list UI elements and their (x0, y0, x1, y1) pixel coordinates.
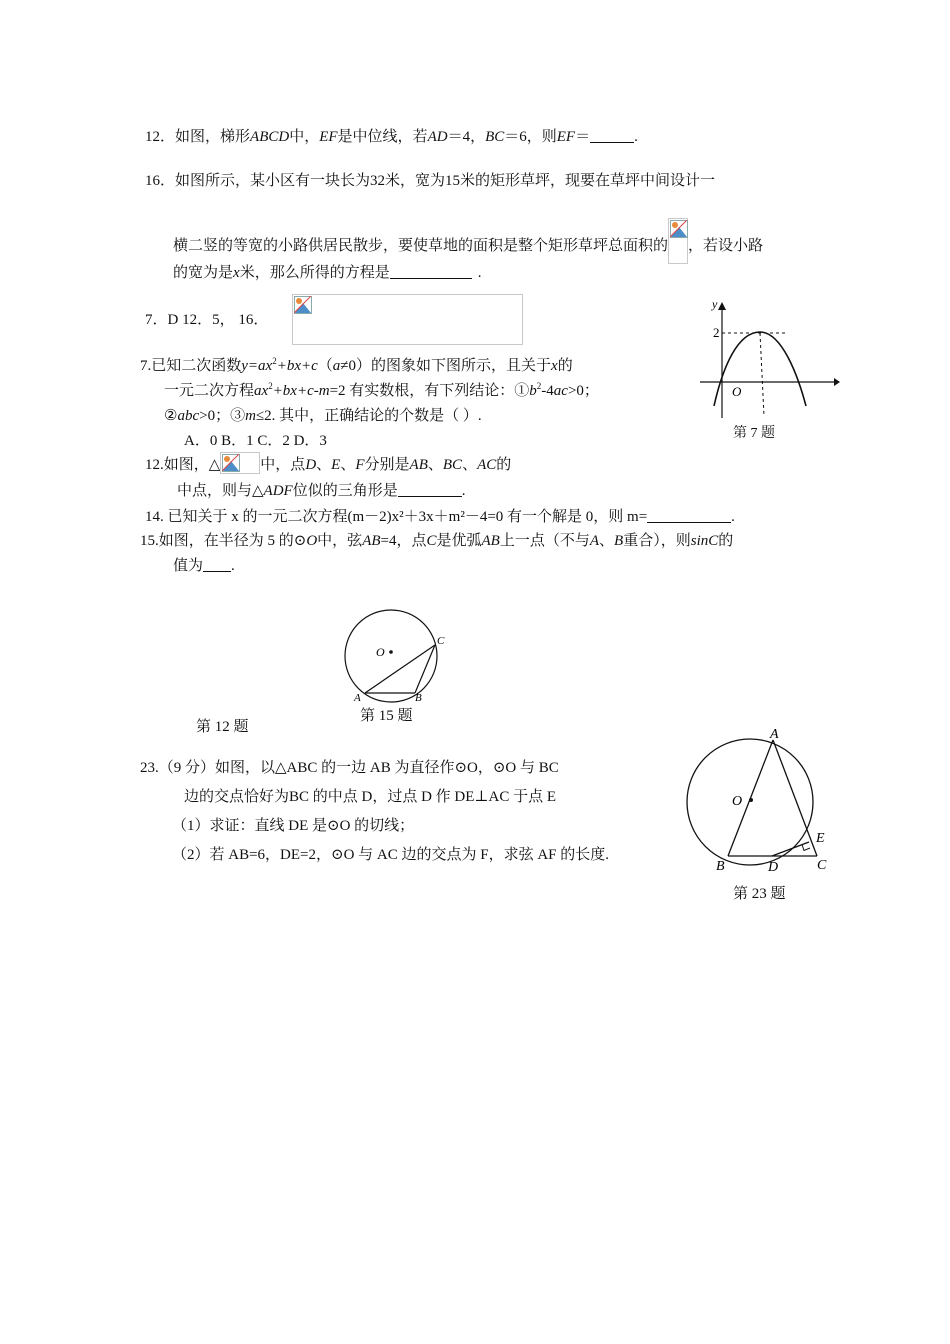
var-ad: AD (427, 129, 448, 145)
text: ≠0）的图象如下图所示，且关于 (340, 358, 552, 374)
text: 是中位线，若 (337, 129, 428, 145)
question-number: 15. (140, 533, 159, 549)
formula: y=ax (241, 358, 273, 374)
answer-blank (647, 507, 731, 523)
var-ac: AC (477, 457, 497, 473)
q15-line2 (173, 556, 235, 576)
text: 、 (316, 457, 332, 473)
text: . (477, 265, 482, 281)
text: 23.（9 分）如图，以△ABC 的一边 AB 为直径作⊙O，⊙O 与 BC (140, 760, 559, 776)
text: （2）若 AB=6，DE=2，⊙O 与 AC 边的交点为 F，求弦 AF 的长度. (172, 847, 610, 863)
parabola-graph (698, 296, 840, 420)
var-o: O (306, 533, 318, 549)
text: 中点，则与△ (177, 483, 264, 499)
text: 如图所示，某小区有一块长为32米，宽为15米的矩形草坪，现要在草坪中间设计一 (175, 173, 716, 189)
q7-options (184, 431, 327, 451)
var-abcd: ABCD (250, 129, 290, 145)
broken-image-icon (292, 294, 523, 345)
var-ab: AB (409, 457, 428, 473)
text: 、 (340, 457, 356, 473)
var-f: F (355, 457, 365, 473)
axis-label-y: y (712, 297, 718, 311)
q14-line (145, 507, 735, 527)
var-b: B (614, 533, 624, 549)
formula: +bx+c (276, 358, 318, 374)
q23-line3 (172, 816, 414, 836)
var-e: E (331, 457, 341, 473)
circle-figure-15 (338, 604, 454, 704)
question-number: 12. (145, 457, 164, 473)
var-a: A (589, 533, 600, 549)
text: 值为 (173, 558, 204, 574)
label-a: A (770, 727, 779, 742)
var-ac: ac (553, 383, 568, 399)
text: 的 (718, 533, 734, 549)
question-number: 12． (145, 129, 176, 145)
answer-blank (390, 263, 472, 279)
text: ＝ (575, 129, 591, 145)
var-ab: AB (362, 533, 381, 549)
text: 如图，在半径为 5 的⊙ (158, 533, 307, 549)
broken-image-icon (668, 218, 688, 264)
q12-similar-line2 (177, 481, 465, 501)
var-x: x (551, 358, 558, 374)
figure-caption-15: 第 15 题 (360, 708, 413, 724)
text: . (634, 129, 638, 145)
text: 如图，△ (163, 457, 221, 473)
var-ef: EF (319, 129, 338, 145)
label-c: C (437, 635, 445, 647)
var-bc: BC (442, 457, 463, 473)
figure-caption-12: 第 12 题 (196, 719, 249, 735)
var-c: C (426, 533, 437, 549)
text: 横二竖的等宽的小路供居民散步，要使草地的面积是整个矩形草坪总面积的 (173, 238, 669, 254)
label-d: D (768, 860, 779, 875)
label-o: O (732, 794, 743, 809)
text: -4 (541, 383, 554, 399)
text: 上一点（不与 (499, 533, 590, 549)
text: ＝6，则 (504, 129, 557, 145)
text: . (731, 509, 735, 525)
text: ≤2. 其中，正确结论的个数是（ ）. (255, 408, 482, 424)
x-axis-arrow (834, 378, 840, 386)
q15-line1 (140, 531, 733, 551)
text: =2 有实数根，有下列结论：① (329, 383, 530, 399)
text: 的 (557, 358, 573, 374)
text: 已知二次函数 (151, 358, 242, 374)
text: ② (164, 408, 178, 424)
q23-line4 (172, 845, 609, 865)
text: . (461, 483, 466, 499)
center-point (389, 650, 393, 654)
text: 、 (427, 457, 443, 473)
var-adf: ADF (263, 483, 293, 499)
text: 中， (289, 129, 320, 145)
tick-label: 2 (713, 325, 720, 340)
answer-blank (203, 556, 231, 572)
axis-of-symmetry (760, 333, 764, 416)
text: A．0 B．1 C．2 D．3 (184, 433, 327, 449)
text: ＝4， (447, 129, 486, 145)
q12-similar-line1 (145, 452, 511, 475)
q7-line1: 7.已知二次函数$y=ax^2+bx+c(a\ne 0)$的图象如下图所示，且关于x的 (140, 356, 573, 374)
text: 、 (599, 533, 615, 549)
text: 、 (462, 457, 478, 473)
formula: +bx+c-m (272, 383, 330, 399)
origin-label: O (732, 384, 742, 399)
text: 14. 已知关于 x 的一元二次方程(m－2)x²＋3x＋m²－4=0 有一个解是 0，则 m= (145, 509, 648, 525)
broken-image-icon (220, 452, 260, 474)
text: 中，点 (260, 457, 306, 473)
q16-line1 (145, 171, 715, 191)
q7-line3 (164, 406, 482, 426)
var-sinc: sinC (690, 533, 719, 549)
circle (687, 739, 813, 865)
answer-blank (398, 481, 462, 497)
text: ，若设小路 (688, 238, 764, 254)
text: >0；③ (199, 408, 246, 424)
label-b: B (716, 859, 725, 874)
text: 如图，梯形 (175, 129, 251, 145)
text: 位似的三角形是 (292, 483, 398, 499)
q23-line2 (184, 787, 556, 807)
text: 的 (496, 457, 512, 473)
text: 重合），则 (623, 533, 691, 549)
text: 边的交点恰好为BC 的中点 D，过点 D 作 DE⊥AC 于点 E (184, 789, 557, 805)
text: （ (317, 358, 333, 374)
var-abc: abc (177, 408, 200, 424)
var-bc: BC (485, 129, 505, 145)
label-b: B (415, 692, 422, 704)
text: >0； (567, 383, 599, 399)
question-number: 7. (140, 358, 152, 374)
label-e: E (816, 831, 825, 846)
q16-line3 (173, 263, 481, 283)
var-ef: EF (556, 129, 576, 145)
q16-line2 (173, 218, 763, 264)
parabola-curve (714, 332, 806, 406)
var-b: b (529, 383, 537, 399)
figure-caption-23: 第 23 题 (733, 886, 786, 902)
q23-line1 (140, 758, 559, 778)
center-point (749, 798, 753, 802)
label-a: A (354, 692, 361, 704)
label-o: O (376, 645, 385, 659)
right-angle-mark (802, 845, 810, 851)
formula: ax (254, 383, 269, 399)
answer-blank (590, 127, 634, 143)
text: 中，弦 (317, 533, 363, 549)
answers-line (145, 310, 268, 330)
text: 米，那么所得的方程是 (239, 265, 390, 281)
var-ab: AB (481, 533, 500, 549)
var-a: a (332, 358, 341, 374)
question-number: 16． (145, 173, 176, 189)
text: =4，点 (380, 533, 427, 549)
circle (345, 610, 437, 702)
figure-caption: 第 7 题 (733, 426, 775, 441)
var-d: D (305, 457, 317, 473)
circle-figure-23 (686, 722, 836, 882)
text: 一元二次方程 (164, 383, 255, 399)
label-c: C (817, 858, 827, 873)
text: 分别是 (364, 457, 410, 473)
var-x: x (233, 265, 240, 281)
text: 是优弧 (436, 533, 482, 549)
q7-line2: 一元二次方程$ax^2+bx+c-m=2$ 有实数根，有下列结论：$①b^2-4ac>0$； (164, 381, 599, 399)
text: （1）求证：直线 DE 是⊙O 的切线； (172, 818, 415, 834)
text: 的宽为是 (173, 265, 234, 281)
text: 7．D 12．5， 16． (145, 312, 269, 328)
q12-trapezoid (145, 127, 638, 147)
var-m: m (245, 408, 256, 424)
text: . (231, 558, 235, 574)
y-axis-arrow (718, 302, 726, 310)
